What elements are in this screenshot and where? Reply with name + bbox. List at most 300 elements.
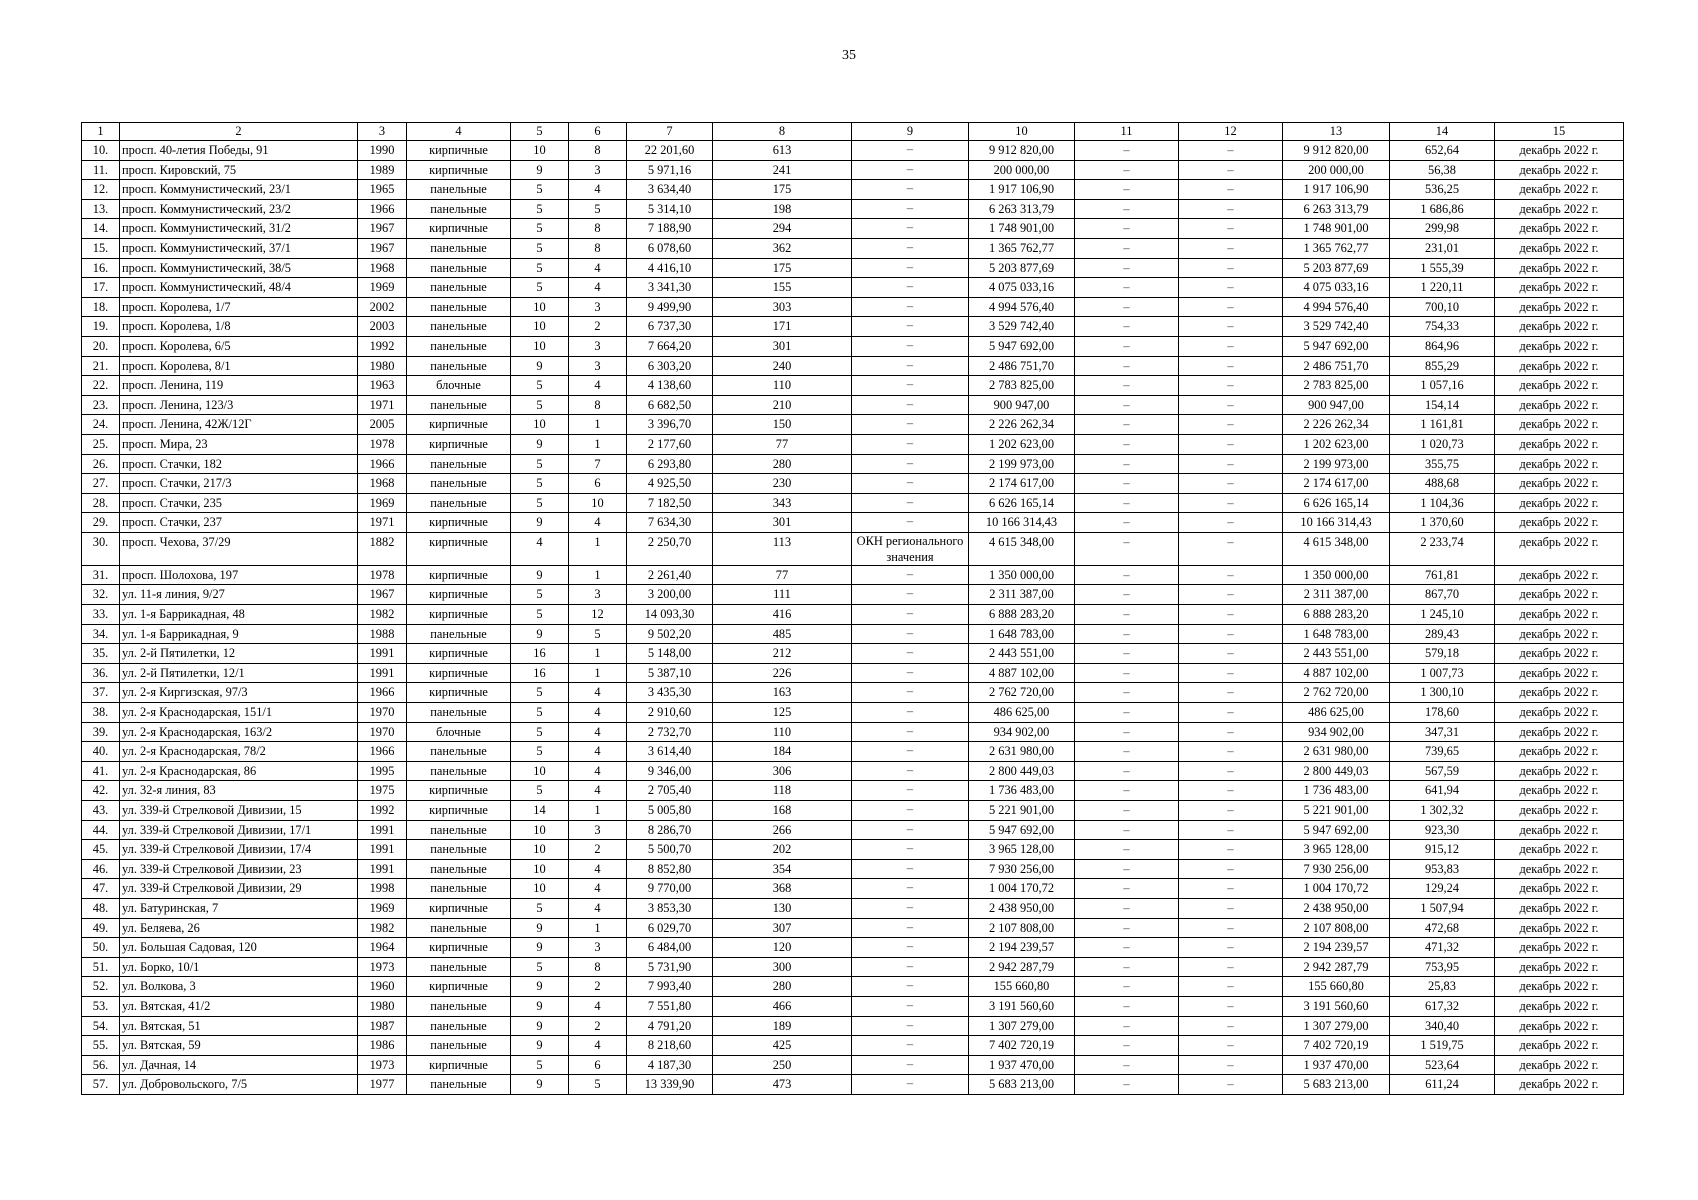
table-cell: кирпичные — [407, 434, 511, 454]
table-cell: декабрь 2022 г. — [1495, 336, 1624, 356]
table-cell: – — [1179, 624, 1283, 644]
table-cell: 2003 — [358, 317, 407, 337]
table-row — [82, 624, 1624, 644]
table-cell: 5 203 877,69 — [1283, 258, 1390, 278]
table-cell: 12 — [569, 605, 627, 625]
table-cell: 40. — [82, 742, 120, 762]
table-cell: 1 161,81 — [1390, 415, 1495, 435]
table-cell: 6 484,00 — [627, 938, 713, 958]
table-cell: 754,33 — [1390, 317, 1495, 337]
table-cell: 1 007,73 — [1390, 663, 1495, 683]
table-cell: 18. — [82, 297, 120, 317]
table-cell: – — [852, 317, 969, 337]
table-cell: 301 — [713, 513, 852, 533]
table-cell: 10 — [511, 761, 569, 781]
table-cell: – — [1179, 199, 1283, 219]
table-cell: 1969 — [358, 898, 407, 918]
table-cell: ул. Волкова, 3 — [120, 977, 358, 997]
table-cell: – — [852, 761, 969, 781]
table-cell: 4 791,20 — [627, 1016, 713, 1036]
table-cell: – — [1179, 761, 1283, 781]
table-cell: 1978 — [358, 434, 407, 454]
table-cell: 10 — [511, 317, 569, 337]
table-cell: 368 — [713, 879, 852, 899]
table-cell: 1 245,10 — [1390, 605, 1495, 625]
table-cell: 1 104,36 — [1390, 493, 1495, 513]
table-cell: 5 — [511, 683, 569, 703]
table-cell: – — [852, 879, 969, 899]
table-cell: 4 — [569, 761, 627, 781]
table-cell: 9 499,90 — [627, 297, 713, 317]
table-cell: 45. — [82, 840, 120, 860]
table-cell: – — [852, 820, 969, 840]
table-cell: 3 — [569, 356, 627, 376]
table-row — [82, 898, 1624, 918]
table-cell: – — [852, 278, 969, 298]
table-cell: 1980 — [358, 356, 407, 376]
table-cell: – — [852, 898, 969, 918]
table-cell: 20. — [82, 336, 120, 356]
table-cell: 32. — [82, 585, 120, 605]
table-row — [82, 180, 1624, 200]
table-cell: декабрь 2022 г. — [1495, 663, 1624, 683]
table-cell: ул. 2-я Краснодарская, 163/2 — [120, 722, 358, 742]
table-cell: – — [852, 801, 969, 821]
table-cell: 3 965 128,00 — [969, 840, 1075, 860]
table-cell: 9 — [511, 996, 569, 1016]
table-cell: 5 — [511, 585, 569, 605]
table-cell: кирпичные — [407, 683, 511, 703]
column-header: 12 — [1179, 123, 1283, 141]
table-cell: – — [1075, 532, 1179, 565]
table-cell: – — [1075, 565, 1179, 585]
table-cell: – — [852, 474, 969, 494]
table-cell: – — [1179, 820, 1283, 840]
table-cell: 9 — [511, 977, 569, 997]
table-cell: 4 075 033,16 — [1283, 278, 1390, 298]
table-cell: 1 307 279,00 — [969, 1016, 1075, 1036]
table-cell: панельные — [407, 879, 511, 899]
table-cell: 24. — [82, 415, 120, 435]
table-cell: – — [1179, 879, 1283, 899]
table-cell: 2 — [569, 977, 627, 997]
table-cell: 4 887 102,00 — [969, 663, 1075, 683]
table-cell: 1986 — [358, 1036, 407, 1056]
table-cell: – — [1075, 605, 1179, 625]
table-cell: 4 138,60 — [627, 376, 713, 396]
table-cell: 50. — [82, 938, 120, 958]
table-cell: 2 — [569, 317, 627, 337]
column-header: 7 — [627, 123, 713, 141]
table-cell: 1 748 901,00 — [1283, 219, 1390, 239]
table-cell: 4 — [569, 859, 627, 879]
table-cell: декабрь 2022 г. — [1495, 624, 1624, 644]
table-cell: 362 — [713, 238, 852, 258]
table-cell: блочные — [407, 722, 511, 742]
table-cell: 5 314,10 — [627, 199, 713, 219]
table-cell: декабрь 2022 г. — [1495, 1036, 1624, 1056]
table-cell: – — [852, 781, 969, 801]
table-cell: 10. — [82, 141, 120, 161]
table-cell: 3 191 560,60 — [969, 996, 1075, 1016]
table-cell: панельные — [407, 1036, 511, 1056]
table-cell: просп. Ленина, 119 — [120, 376, 358, 396]
table-cell: – — [1179, 663, 1283, 683]
table-cell: – — [1179, 376, 1283, 396]
table-cell: 10 — [511, 415, 569, 435]
table-cell: кирпичные — [407, 801, 511, 821]
table-cell: 5 — [511, 722, 569, 742]
table-cell: 5 — [511, 781, 569, 801]
table-cell: 617,32 — [1390, 996, 1495, 1016]
column-header: 14 — [1390, 123, 1495, 141]
table-cell: 9 — [511, 565, 569, 585]
table-cell: 486 625,00 — [1283, 703, 1390, 723]
table-cell: 2 732,70 — [627, 722, 713, 742]
table-cell: 7 402 720,19 — [969, 1036, 1075, 1056]
table-cell: – — [1179, 957, 1283, 977]
table-cell: кирпичные — [407, 565, 511, 585]
table-cell: 9 912 820,00 — [1283, 141, 1390, 161]
table-cell: 1966 — [358, 454, 407, 474]
table-cell: декабрь 2022 г. — [1495, 938, 1624, 958]
table-cell: – — [852, 977, 969, 997]
table-cell: 9 — [511, 624, 569, 644]
table-cell: – — [1179, 585, 1283, 605]
table-cell: 111 — [713, 585, 852, 605]
table-cell: 1992 — [358, 336, 407, 356]
table-cell: 9 912 820,00 — [969, 141, 1075, 161]
table-cell: 3 — [569, 820, 627, 840]
table-cell: панельные — [407, 1075, 511, 1095]
table-cell: 8 852,80 — [627, 859, 713, 879]
table-cell: 2 443 551,00 — [969, 644, 1075, 664]
table-cell: декабрь 2022 г. — [1495, 742, 1624, 762]
table-cell: 42. — [82, 781, 120, 801]
table-cell: панельные — [407, 820, 511, 840]
table-cell: ул. Вятская, 59 — [120, 1036, 358, 1056]
table-cell: просп. Стачки, 235 — [120, 493, 358, 513]
table-cell: 473 — [713, 1075, 852, 1095]
table-cell: 4 994 576,40 — [1283, 297, 1390, 317]
page-number: 35 — [842, 48, 856, 63]
table-cell: 4 187,30 — [627, 1055, 713, 1075]
table-cell: – — [1179, 1055, 1283, 1075]
table-cell: 1970 — [358, 703, 407, 723]
table-cell: 3 200,00 — [627, 585, 713, 605]
table-cell: – — [1075, 644, 1179, 664]
data-table — [81, 122, 1624, 1095]
table-cell: 129,24 — [1390, 879, 1495, 899]
table-cell: 5 — [511, 1055, 569, 1075]
table-cell: 4 — [569, 278, 627, 298]
table-cell: 10 — [511, 336, 569, 356]
table-cell: декабрь 2022 г. — [1495, 565, 1624, 585]
table-cell: кирпичные — [407, 781, 511, 801]
table-cell: – — [1179, 160, 1283, 180]
table-cell: 5 — [511, 278, 569, 298]
table-cell: панельные — [407, 996, 511, 1016]
table-cell: 5 — [511, 219, 569, 239]
table-row — [82, 977, 1624, 997]
column-header: 13 — [1283, 123, 1390, 141]
table-cell: 1 — [569, 532, 627, 565]
table-cell: – — [1179, 474, 1283, 494]
table-cell: 2 942 287,79 — [969, 957, 1075, 977]
table-cell: 155 660,80 — [969, 977, 1075, 997]
table-cell: 1978 — [358, 565, 407, 585]
table-cell: 231,01 — [1390, 238, 1495, 258]
table-cell: 154,14 — [1390, 395, 1495, 415]
table-row — [82, 879, 1624, 899]
table-cell: просп. Шолохова, 197 — [120, 565, 358, 585]
table-cell: 163 — [713, 683, 852, 703]
table-row — [82, 1055, 1624, 1075]
table-cell: 4 — [569, 722, 627, 742]
column-header: 8 — [713, 123, 852, 141]
table-cell: – — [1179, 801, 1283, 821]
table-cell: – — [1075, 238, 1179, 258]
table-cell: 923,30 — [1390, 820, 1495, 840]
table-row — [82, 395, 1624, 415]
table-cell: – — [1075, 1016, 1179, 1036]
table-cell: 120 — [713, 938, 852, 958]
table-cell: декабрь 2022 г. — [1495, 722, 1624, 742]
table-cell: 8 — [569, 219, 627, 239]
table-cell: 25. — [82, 434, 120, 454]
table-cell: 1 937 470,00 — [969, 1055, 1075, 1075]
table-cell: 175 — [713, 258, 852, 278]
table-cell: 57. — [82, 1075, 120, 1095]
table-cell: 1 220,11 — [1390, 278, 1495, 298]
table-cell: 21. — [82, 356, 120, 376]
table-row — [82, 434, 1624, 454]
table-cell: – — [1179, 513, 1283, 533]
table-cell: 5 005,80 — [627, 801, 713, 821]
table-cell: 761,81 — [1390, 565, 1495, 585]
table-cell: декабрь 2022 г. — [1495, 317, 1624, 337]
table-cell: 29. — [82, 513, 120, 533]
table-row — [82, 644, 1624, 664]
table-cell: – — [1179, 493, 1283, 513]
table-row — [82, 663, 1624, 683]
table-cell: 1 — [569, 434, 627, 454]
table-cell: 10 — [511, 141, 569, 161]
table-cell: 4 925,50 — [627, 474, 713, 494]
table-cell: 56,38 — [1390, 160, 1495, 180]
table-cell: декабрь 2022 г. — [1495, 278, 1624, 298]
table-cell: 3 634,40 — [627, 180, 713, 200]
table-cell: 2 438 950,00 — [969, 898, 1075, 918]
table-cell: 2 486 751,70 — [969, 356, 1075, 376]
table-cell: – — [852, 376, 969, 396]
table-cell: блочные — [407, 376, 511, 396]
table-cell: 1991 — [358, 820, 407, 840]
table-cell: кирпичные — [407, 513, 511, 533]
column-header: 11 — [1075, 123, 1179, 141]
table-cell: панельные — [407, 918, 511, 938]
table-cell: ул. 2-я Краснодарская, 78/2 — [120, 742, 358, 762]
table-cell: – — [1075, 474, 1179, 494]
table-cell: 110 — [713, 722, 852, 742]
table-cell: 200 000,00 — [969, 160, 1075, 180]
table-cell: – — [852, 683, 969, 703]
table-cell: 5 683 213,00 — [1283, 1075, 1390, 1095]
table-cell: 611,24 — [1390, 1075, 1495, 1095]
table-cell: 33. — [82, 605, 120, 625]
table-cell: – — [1179, 683, 1283, 703]
table-cell: декабрь 2022 г. — [1495, 356, 1624, 376]
table-cell: 1 — [569, 565, 627, 585]
table-row — [82, 141, 1624, 161]
table-row — [82, 219, 1624, 239]
table-cell: – — [1179, 938, 1283, 958]
table-cell: декабрь 2022 г. — [1495, 801, 1624, 821]
table-cell: декабрь 2022 г. — [1495, 644, 1624, 664]
table-cell: – — [1179, 180, 1283, 200]
table-cell: 10 — [511, 297, 569, 317]
table-cell: 7 402 720,19 — [1283, 1036, 1390, 1056]
table-cell: декабрь 2022 г. — [1495, 513, 1624, 533]
table-cell: 7 — [569, 454, 627, 474]
table-cell: 3 396,70 — [627, 415, 713, 435]
table-cell: 5 — [511, 238, 569, 258]
table-cell: 5 947 692,00 — [1283, 336, 1390, 356]
table-cell: – — [1075, 624, 1179, 644]
table-cell: – — [1075, 336, 1179, 356]
table-cell: 4 615 348,00 — [1283, 532, 1390, 565]
table-cell: кирпичные — [407, 532, 511, 565]
table-cell: – — [1179, 1036, 1283, 1056]
table-cell: 11. — [82, 160, 120, 180]
table-cell: 1980 — [358, 996, 407, 1016]
table-cell: кирпичные — [407, 605, 511, 625]
table-cell: декабрь 2022 г. — [1495, 434, 1624, 454]
table-row — [82, 356, 1624, 376]
table-cell: 4 — [569, 258, 627, 278]
table-cell: – — [1179, 434, 1283, 454]
table-cell: 416 — [713, 605, 852, 625]
table-cell: 4 — [569, 898, 627, 918]
table-cell: 2 261,40 — [627, 565, 713, 585]
table-cell: 3 191 560,60 — [1283, 996, 1390, 1016]
table-cell: 739,65 — [1390, 742, 1495, 762]
table-cell: 347,31 — [1390, 722, 1495, 742]
table-cell: – — [852, 1055, 969, 1075]
table-row — [82, 801, 1624, 821]
table-cell: декабрь 2022 г. — [1495, 219, 1624, 239]
column-header: 5 — [511, 123, 569, 141]
table-cell: 5 — [511, 395, 569, 415]
table-cell: 753,95 — [1390, 957, 1495, 977]
table-cell: ул. 32-я линия, 83 — [120, 781, 358, 801]
table-cell: декабрь 2022 г. — [1495, 703, 1624, 723]
table-cell: – — [1075, 219, 1179, 239]
table-cell: просп. 40-летия Победы, 91 — [120, 141, 358, 161]
table-cell: 10 — [569, 493, 627, 513]
table-cell: – — [1075, 820, 1179, 840]
table-cell: – — [1179, 742, 1283, 762]
table-cell: 1 004 170,72 — [969, 879, 1075, 899]
table-cell: 2 486 751,70 — [1283, 356, 1390, 376]
table-cell: – — [1075, 376, 1179, 396]
table-cell: 5 — [511, 199, 569, 219]
table-cell: 5 947 692,00 — [1283, 820, 1390, 840]
table-cell: 2 443 551,00 — [1283, 644, 1390, 664]
table-body — [82, 141, 1624, 1095]
table-cell: 5 — [569, 1075, 627, 1095]
table-cell: – — [1075, 317, 1179, 337]
table-cell: панельные — [407, 356, 511, 376]
table-cell: просп. Королева, 1/7 — [120, 297, 358, 317]
table-cell: 1 555,39 — [1390, 258, 1495, 278]
table-cell: 1971 — [358, 395, 407, 415]
table-cell: 47. — [82, 879, 120, 899]
table-cell: кирпичные — [407, 219, 511, 239]
table-cell: – — [852, 703, 969, 723]
table-cell: – — [852, 1016, 969, 1036]
table-cell: 953,83 — [1390, 859, 1495, 879]
table-cell: 1965 — [358, 180, 407, 200]
table-cell: 8 — [569, 238, 627, 258]
table-cell: 27. — [82, 474, 120, 494]
table-cell: – — [1179, 297, 1283, 317]
table-cell: – — [1075, 781, 1179, 801]
table-cell: 5 — [511, 180, 569, 200]
table-cell: декабрь 2022 г. — [1495, 840, 1624, 860]
table-row — [82, 781, 1624, 801]
table-cell: 280 — [713, 454, 852, 474]
table-cell: декабрь 2022 г. — [1495, 781, 1624, 801]
table-cell: – — [852, 859, 969, 879]
table-cell: 2 311 387,00 — [969, 585, 1075, 605]
table-cell: панельные — [407, 742, 511, 762]
table-cell: ул. Вятская, 41/2 — [120, 996, 358, 1016]
table-cell: 7 634,30 — [627, 513, 713, 533]
table-row — [82, 1075, 1624, 1095]
table-row — [82, 859, 1624, 879]
table-cell: – — [852, 644, 969, 664]
table-cell: ул. Батуринская, 7 — [120, 898, 358, 918]
table-cell: декабрь 2022 г. — [1495, 297, 1624, 317]
table-cell: 567,59 — [1390, 761, 1495, 781]
table-cell: 2 631 980,00 — [969, 742, 1075, 762]
table-cell: 240 — [713, 356, 852, 376]
table-cell: 5 683 213,00 — [969, 1075, 1075, 1095]
table-cell: 700,10 — [1390, 297, 1495, 317]
table-cell: – — [1075, 1036, 1179, 1056]
table-cell: 1 — [569, 663, 627, 683]
table-cell: панельные — [407, 258, 511, 278]
table-cell: ул. 339-й Стрелковой Дивизии, 17/1 — [120, 820, 358, 840]
table-cell: 22. — [82, 376, 120, 396]
table-cell: 14 093,30 — [627, 605, 713, 625]
table-cell: 1882 — [358, 532, 407, 565]
table-cell: 2 107 808,00 — [1283, 918, 1390, 938]
table-cell: 2 762 720,00 — [1283, 683, 1390, 703]
table-cell: 2005 — [358, 415, 407, 435]
table-cell: 9 346,00 — [627, 761, 713, 781]
table-cell: 1 937 470,00 — [1283, 1055, 1390, 1075]
table-cell: 1968 — [358, 474, 407, 494]
table-cell: – — [1179, 722, 1283, 742]
table-cell: ул. Беляева, 26 — [120, 918, 358, 938]
table-cell: 6 626 165,14 — [1283, 493, 1390, 513]
table-cell: декабрь 2022 г. — [1495, 160, 1624, 180]
table-cell: панельные — [407, 624, 511, 644]
table-cell: – — [852, 238, 969, 258]
table-cell: кирпичные — [407, 663, 511, 683]
